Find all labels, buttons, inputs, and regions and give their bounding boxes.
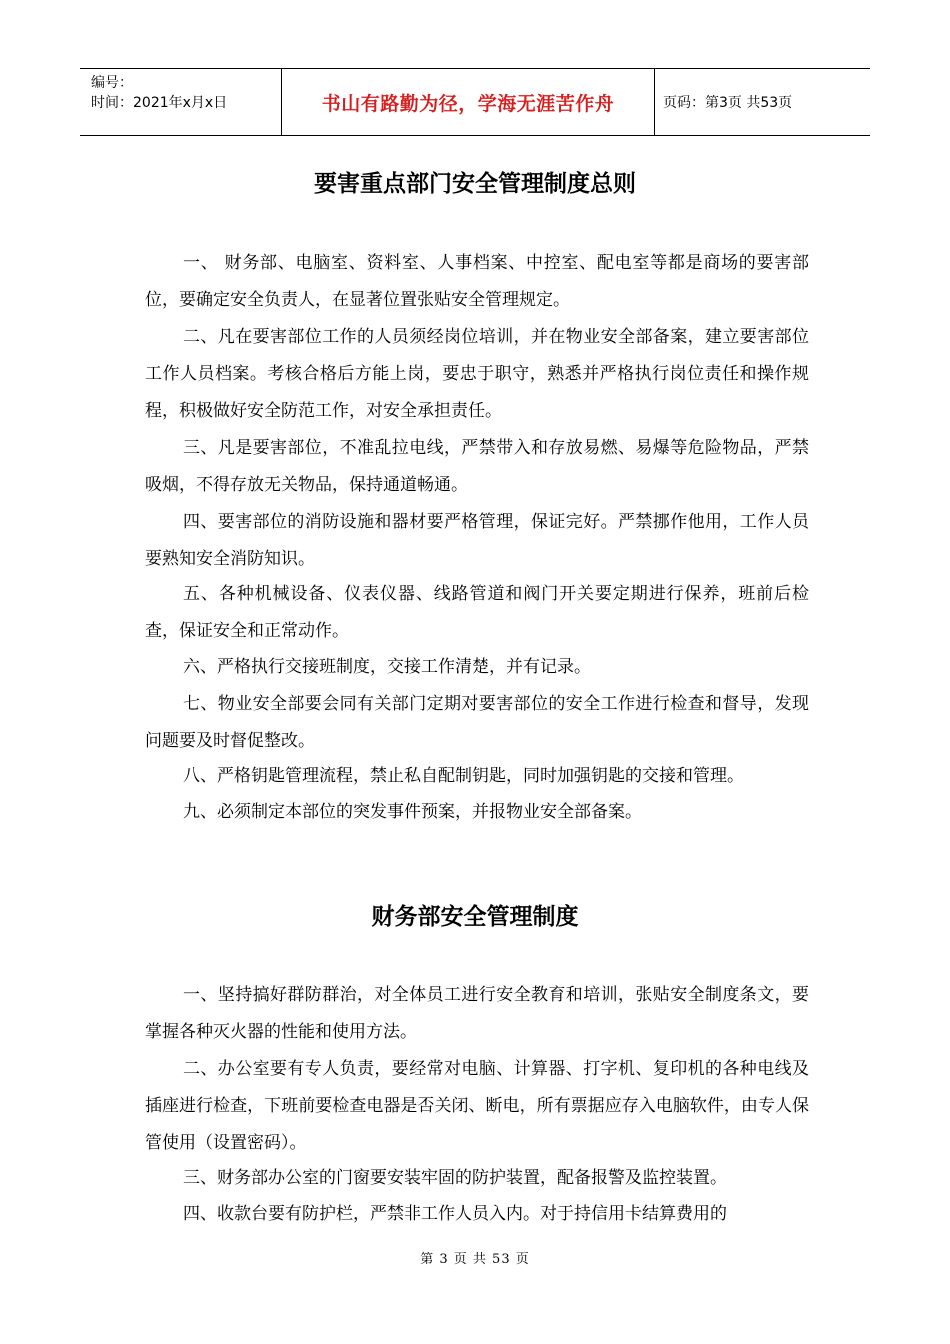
- paragraph: 三、凡是要害部位，不准乱拉电线，严禁带入和存放易燃、易爆等危险物品，严禁吸烟，不得存放无关物品，保持通道畅通。: [145, 438, 809, 495]
- paragraph: 六、严格执行交接班制度，交接工作清楚，并有记录。: [183, 657, 591, 677]
- header-motto: 书山有路勤为径，学海无涯苦作舟: [281, 69, 655, 135]
- page-footer: 第 3 页 共 53 页: [420, 1252, 530, 1267]
- section-title-finance-dept: 财务部安全管理制度: [371, 904, 579, 930]
- page-header: [80, 68, 870, 136]
- header-meta: [80, 69, 281, 135]
- header-page-info: 页码：第3页 共53页: [663, 95, 793, 111]
- paragraph: 一、 财务部、电脑室、资料室、人事档案、中控室、配电室等都是商场的要害部位，要确定安全负责人，在显著位置张贴安全管理规定。: [145, 253, 809, 310]
- paragraph: 四、收款台要有防护栏，严禁非工作人员入内。对于持信用卡结算费用的: [183, 1204, 727, 1224]
- paragraph: 七、物业安全部要会同有关部门定期对要害部位的安全工作进行检查和督导，发现问题要及时督促整改。: [145, 694, 809, 751]
- document-number-label: 编号：: [91, 75, 133, 91]
- paragraph: 四、要害部位的消防设施和器材要严格管理，保证完好。严禁挪作他用，工作人员要熟知安全消防知识。: [145, 512, 809, 569]
- paragraph: 二、凡在要害部位工作的人员须经岗位培训，并在物业安全部备案，建立要害部位工作人员档案。考核合格后方能上岗，要忠于职守，熟悉并严格执行岗位责任和操作规程，积极做好安全防范工作，对安全承担责任。: [145, 327, 809, 421]
- paragraph: 二、办公室要有专人负责，要经常对电脑、计算器、打字机、复印机的各种电线及插座进行检查，下班前要检查电器是否关闭、断电，所有票据应存入电脑软件，由专人保管使用（设置密码）。: [145, 1059, 809, 1153]
- paragraph: 三、财务部办公室的门窗要安装牢固的防护装置，配备报警及监控装置。: [183, 1168, 727, 1188]
- paragraph: 一、坚持搞好群防群治，对全体员工进行安全教育和培训，张贴安全制度条文，要掌握各种灭火器的性能和使用方法。: [145, 985, 809, 1042]
- document-time-label: 时间：2021年x月x日: [91, 95, 228, 111]
- paragraph: 八、严格钥匙管理流程，禁止私自配制钥匙，同时加强钥匙的交接和管理。: [183, 766, 744, 786]
- section-title-general-rules: 要害重点部门安全管理制度总则: [314, 171, 636, 197]
- paragraph: 五、各种机械设备、仪表仪器、线路管道和阀门开关要定期进行保养，班前后检查，保证安全和正常动作。: [145, 584, 809, 641]
- paragraph: 九、必须制定本部位的突发事件预案，并报物业安全部备案。: [183, 802, 642, 822]
